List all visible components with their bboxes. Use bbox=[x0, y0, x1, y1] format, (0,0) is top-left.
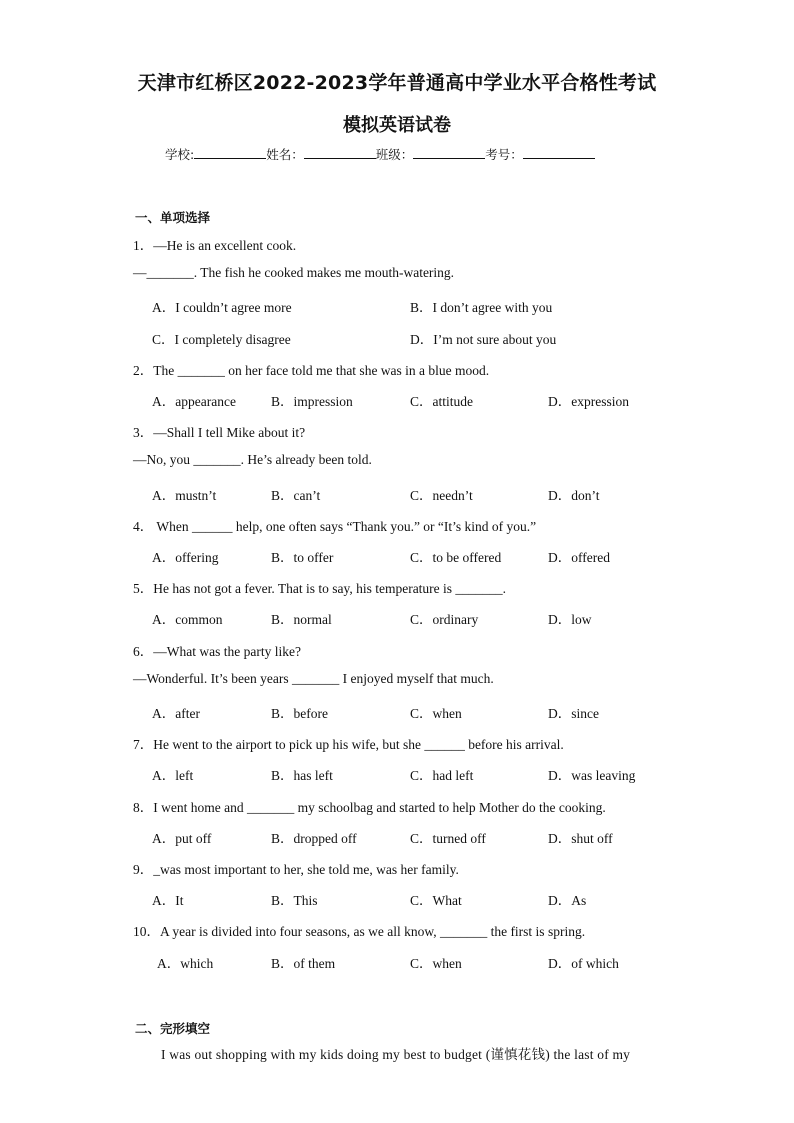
q3-option-a[interactable]: A．mustn’t bbox=[152, 488, 217, 503]
exam-title: 天津市红桥区2022-2023学年普通高中学业水平合格性考试 bbox=[137, 72, 657, 94]
q2-option-b[interactable]: B．impression bbox=[271, 394, 353, 409]
q10-option-d[interactable]: D．of which bbox=[548, 956, 619, 971]
question-4-stem: 4． When ______ help, one often says “Thank you.” or “It’s kind of you.” bbox=[133, 519, 537, 534]
q9-option-d[interactable]: D．As bbox=[548, 893, 587, 908]
q8-option-b[interactable]: B．dropped off bbox=[271, 831, 357, 846]
q2-option-a[interactable]: A．appearance bbox=[152, 394, 236, 409]
question-1-stem: 1．—He is an excellent cook. bbox=[133, 238, 297, 253]
q1-option-c[interactable]: C．I completely disagree bbox=[152, 332, 291, 347]
q10-option-b[interactable]: B．of them bbox=[271, 956, 336, 971]
q9-option-b[interactable]: B．This bbox=[271, 893, 318, 908]
question-10-stem: 10．A year is divided into four seasons, as we all know, _______ the first is spring. bbox=[133, 924, 586, 939]
question-5-stem: 5．He has not got a fever. That is to say, his temperature is _______. bbox=[133, 581, 507, 596]
q6-option-b[interactable]: B．before bbox=[271, 706, 328, 721]
q5-option-d[interactable]: D．low bbox=[548, 612, 592, 627]
q9-option-a[interactable]: A．It bbox=[152, 893, 184, 908]
question-1-response: —_______. The fish he cooked makes me mouth-watering. bbox=[133, 265, 455, 280]
number-blank[interactable] bbox=[523, 147, 595, 159]
q6-option-a[interactable]: A．after bbox=[152, 706, 200, 721]
q4-option-a[interactable]: A．offering bbox=[152, 550, 219, 565]
q7-option-c[interactable]: C．had left bbox=[410, 768, 474, 783]
class-blank[interactable] bbox=[413, 147, 485, 159]
student-info-row bbox=[165, 145, 635, 163]
name-label: 姓名： bbox=[266, 147, 304, 162]
exam-subtitle: 模拟英语试卷 bbox=[343, 115, 451, 136]
school-label: 学校: bbox=[165, 147, 195, 162]
question-7-stem: 7．He went to the airport to pick up his wife, but she ______ before his arrival. bbox=[133, 737, 564, 752]
q6-option-d[interactable]: D．since bbox=[548, 706, 599, 721]
question-8-stem: 8．I went home and _______ my schoolbag and started to help Mother do the cooking. bbox=[133, 800, 606, 815]
q9-option-c[interactable]: C．What bbox=[410, 893, 462, 908]
question-6-stem: 6．—What was the party like? bbox=[133, 644, 301, 659]
question-3-response: —No, you _______. He’s already been told. bbox=[133, 452, 372, 467]
number-label: 考号： bbox=[485, 147, 523, 162]
q5-option-b[interactable]: B．normal bbox=[271, 612, 332, 627]
question-9-stem: 9．_was most important to her, she told me, was her family. bbox=[133, 862, 459, 877]
q4-option-d[interactable]: D．offered bbox=[548, 550, 610, 565]
q8-option-c[interactable]: C．turned off bbox=[410, 831, 486, 846]
q7-option-d[interactable]: D．was leaving bbox=[548, 768, 636, 783]
q3-option-c[interactable]: C．needn’t bbox=[410, 488, 473, 503]
class-label: 班级： bbox=[375, 147, 414, 162]
section-heading-single-choice: 一、单项选择 bbox=[135, 210, 211, 225]
question-6-response: —Wonderful. It’s been years _______ I enjoyed myself that much. bbox=[133, 671, 494, 686]
q10-option-c[interactable]: C．when bbox=[410, 956, 462, 971]
cloze-passage: I was out shopping with my kids doing my best to budget (谨慎花钱) the last of my bbox=[161, 1047, 631, 1062]
q6-option-c[interactable]: C．when bbox=[410, 706, 462, 721]
q5-option-c[interactable]: C．ordinary bbox=[410, 612, 479, 627]
q4-option-c[interactable]: C．to be offered bbox=[410, 550, 502, 565]
q2-option-d[interactable]: D．expression bbox=[548, 394, 629, 409]
q4-option-b[interactable]: B．to offer bbox=[271, 550, 334, 565]
q8-option-d[interactable]: D．shut off bbox=[548, 831, 613, 846]
q1-option-d[interactable]: D．I’m not sure about you bbox=[410, 332, 557, 347]
q7-option-b[interactable]: B．has left bbox=[271, 768, 333, 783]
q5-option-a[interactable]: A．common bbox=[152, 612, 223, 627]
q3-option-b[interactable]: B．can’t bbox=[271, 488, 321, 503]
q10-option-a[interactable]: A．which bbox=[157, 956, 214, 971]
q2-option-c[interactable]: C．attitude bbox=[410, 394, 473, 409]
q7-option-a[interactable]: A．left bbox=[152, 768, 194, 783]
school-blank[interactable] bbox=[194, 147, 266, 159]
section-heading-cloze: 二、完形填空 bbox=[135, 1021, 211, 1036]
q3-option-d[interactable]: D．don’t bbox=[548, 488, 600, 503]
q1-option-a[interactable]: A．I couldn’t agree more bbox=[152, 300, 292, 315]
question-2-stem: 2．The _______ on her face told me that she was in a blue mood. bbox=[133, 363, 490, 378]
q8-option-a[interactable]: A．put off bbox=[152, 831, 212, 846]
q1-option-b[interactable]: B．I don’t agree with you bbox=[410, 300, 553, 315]
question-3-stem: 3．—Shall I tell Mike about it? bbox=[133, 425, 306, 440]
name-blank[interactable] bbox=[304, 147, 376, 159]
